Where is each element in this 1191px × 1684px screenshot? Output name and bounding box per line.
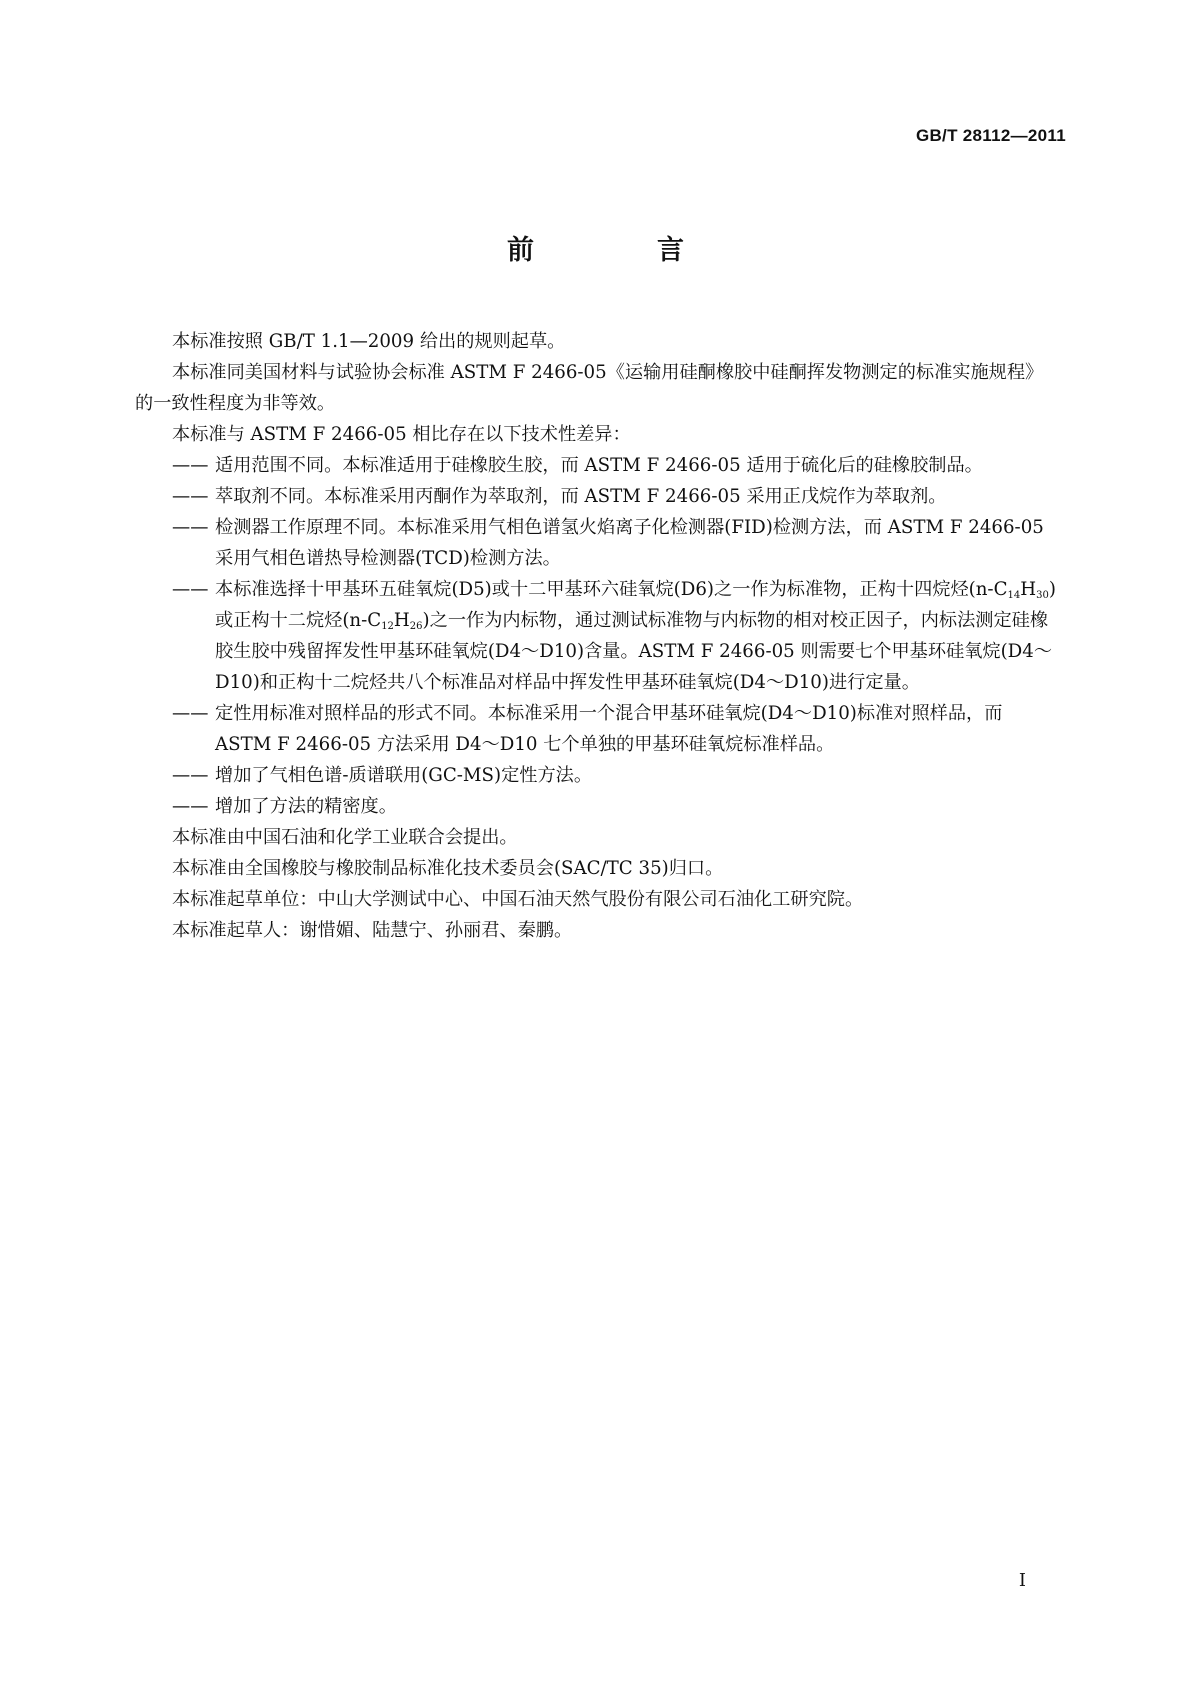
difference-item-extractant <box>135 481 1058 512</box>
dash-marker: —— <box>172 796 209 817</box>
difference-text: 萃取剂不同。本标准采用丙酮作为萃取剂，而 ASTM F 2466-05 采用正戊烷作为萃取剂。 <box>215 486 947 507</box>
page-number: I <box>1018 1570 1026 1591</box>
document-code: GB/T 28112—2011 <box>915 126 1066 145</box>
dash-marker: —— <box>172 455 209 476</box>
dash-marker: —— <box>172 517 209 538</box>
dash-marker: —— <box>172 579 209 600</box>
difference-item-scope <box>135 450 1058 481</box>
paragraph-drafting-rules: 本标准按照 GB/T 1.1—2009 给出的规则起草。 <box>172 331 566 352</box>
subscript: 12 <box>381 621 394 632</box>
foreword-body <box>135 326 1058 946</box>
difference-item-gcms <box>135 760 1058 791</box>
difference-text: 适用范围不同。本标准适用于硅橡胶生胶，而 ASTM F 2466-05 适用于硫化后的硅橡胶制品。 <box>215 455 983 476</box>
dash-marker: —— <box>172 486 209 507</box>
subscript: 14 <box>1007 590 1021 601</box>
paragraph-consistency: 本标准同美国材料与试验协会标准 ASTM F 2466-05《运输用硅酮橡胶中硅酮挥发物测定的标准实施规程》的一致性程度为非等效。 <box>135 362 1044 414</box>
subscript: 26 <box>409 621 423 632</box>
difference-text: 定性用标准对照样品的形式不同。本标准采用一个混合甲基环硅氧烷(D4～D10)标准对照样品，而 ASTM F 2466-05 方法采用 D4～D10 七个单独的甲基环硅氧烷标准样品。 <box>215 703 1003 755</box>
difference-text: H <box>1020 579 1037 600</box>
difference-item-detector <box>135 512 1058 574</box>
difference-item-reference-sample <box>135 698 1058 760</box>
subscript: 30 <box>1036 590 1049 601</box>
paragraph-proposed-by: 本标准由中国石油和化学工业联合会提出。 <box>172 827 518 848</box>
paragraph-drafters: 本标准起草人：谢惜媚、陆慧宁、孙丽君、秦鹏。 <box>172 920 573 941</box>
difference-text: 增加了气相色谱-质谱联用(GC-MS)定性方法。 <box>215 765 593 786</box>
difference-text: 增加了方法的精密度。 <box>215 796 397 817</box>
difference-text: 检测器工作原理不同。本标准采用气相色谱氢火焰离子化检测器(FID)检测方法，而 ASTM F 2466-05 采用气相色谱热导检测器(TCD)检测方法。 <box>215 517 1044 569</box>
page-title: 前 言 <box>507 235 732 266</box>
difference-text: H <box>393 610 410 631</box>
paragraph-centralized-by: 本标准由全国橡胶与橡胶制品标准化技术委员会(SAC/TC 35)归口。 <box>172 858 724 879</box>
dash-marker: —— <box>172 765 209 786</box>
difference-text: )或正构十二烷烃(n-C <box>215 579 1056 631</box>
difference-item-precision <box>135 791 1058 822</box>
difference-text: )之一作为内标物，通过测试标准物与内标物的相对校正因子，内标法测定硅橡胶生胶中残留挥发性甲基环硅氧烷(D4～D10)含量。ASTM F 2466-05 则需要七个甲基环硅氧烷(D4～D10)和正构十二烷烃共八个标准品对样品中挥发性甲基环硅氧烷(D4～D10)进行定量。 <box>215 610 1053 693</box>
difference-text: 本标准选择十甲基环五硅氧烷(D5)或十二甲基环六硅氧烷(D6)之一作为标准物，正构十四烷烃(n-C <box>215 579 1008 600</box>
difference-item-standards <box>135 574 1058 698</box>
paragraph-drafting-units: 本标准起草单位：中山大学测试中心、中国石油天然气股份有限公司石油化工研究院。 <box>172 889 864 910</box>
dash-marker: —— <box>172 703 209 724</box>
paragraph-differences-intro: 本标准与 ASTM F 2466-05 相比存在以下技术性差异： <box>172 424 631 445</box>
